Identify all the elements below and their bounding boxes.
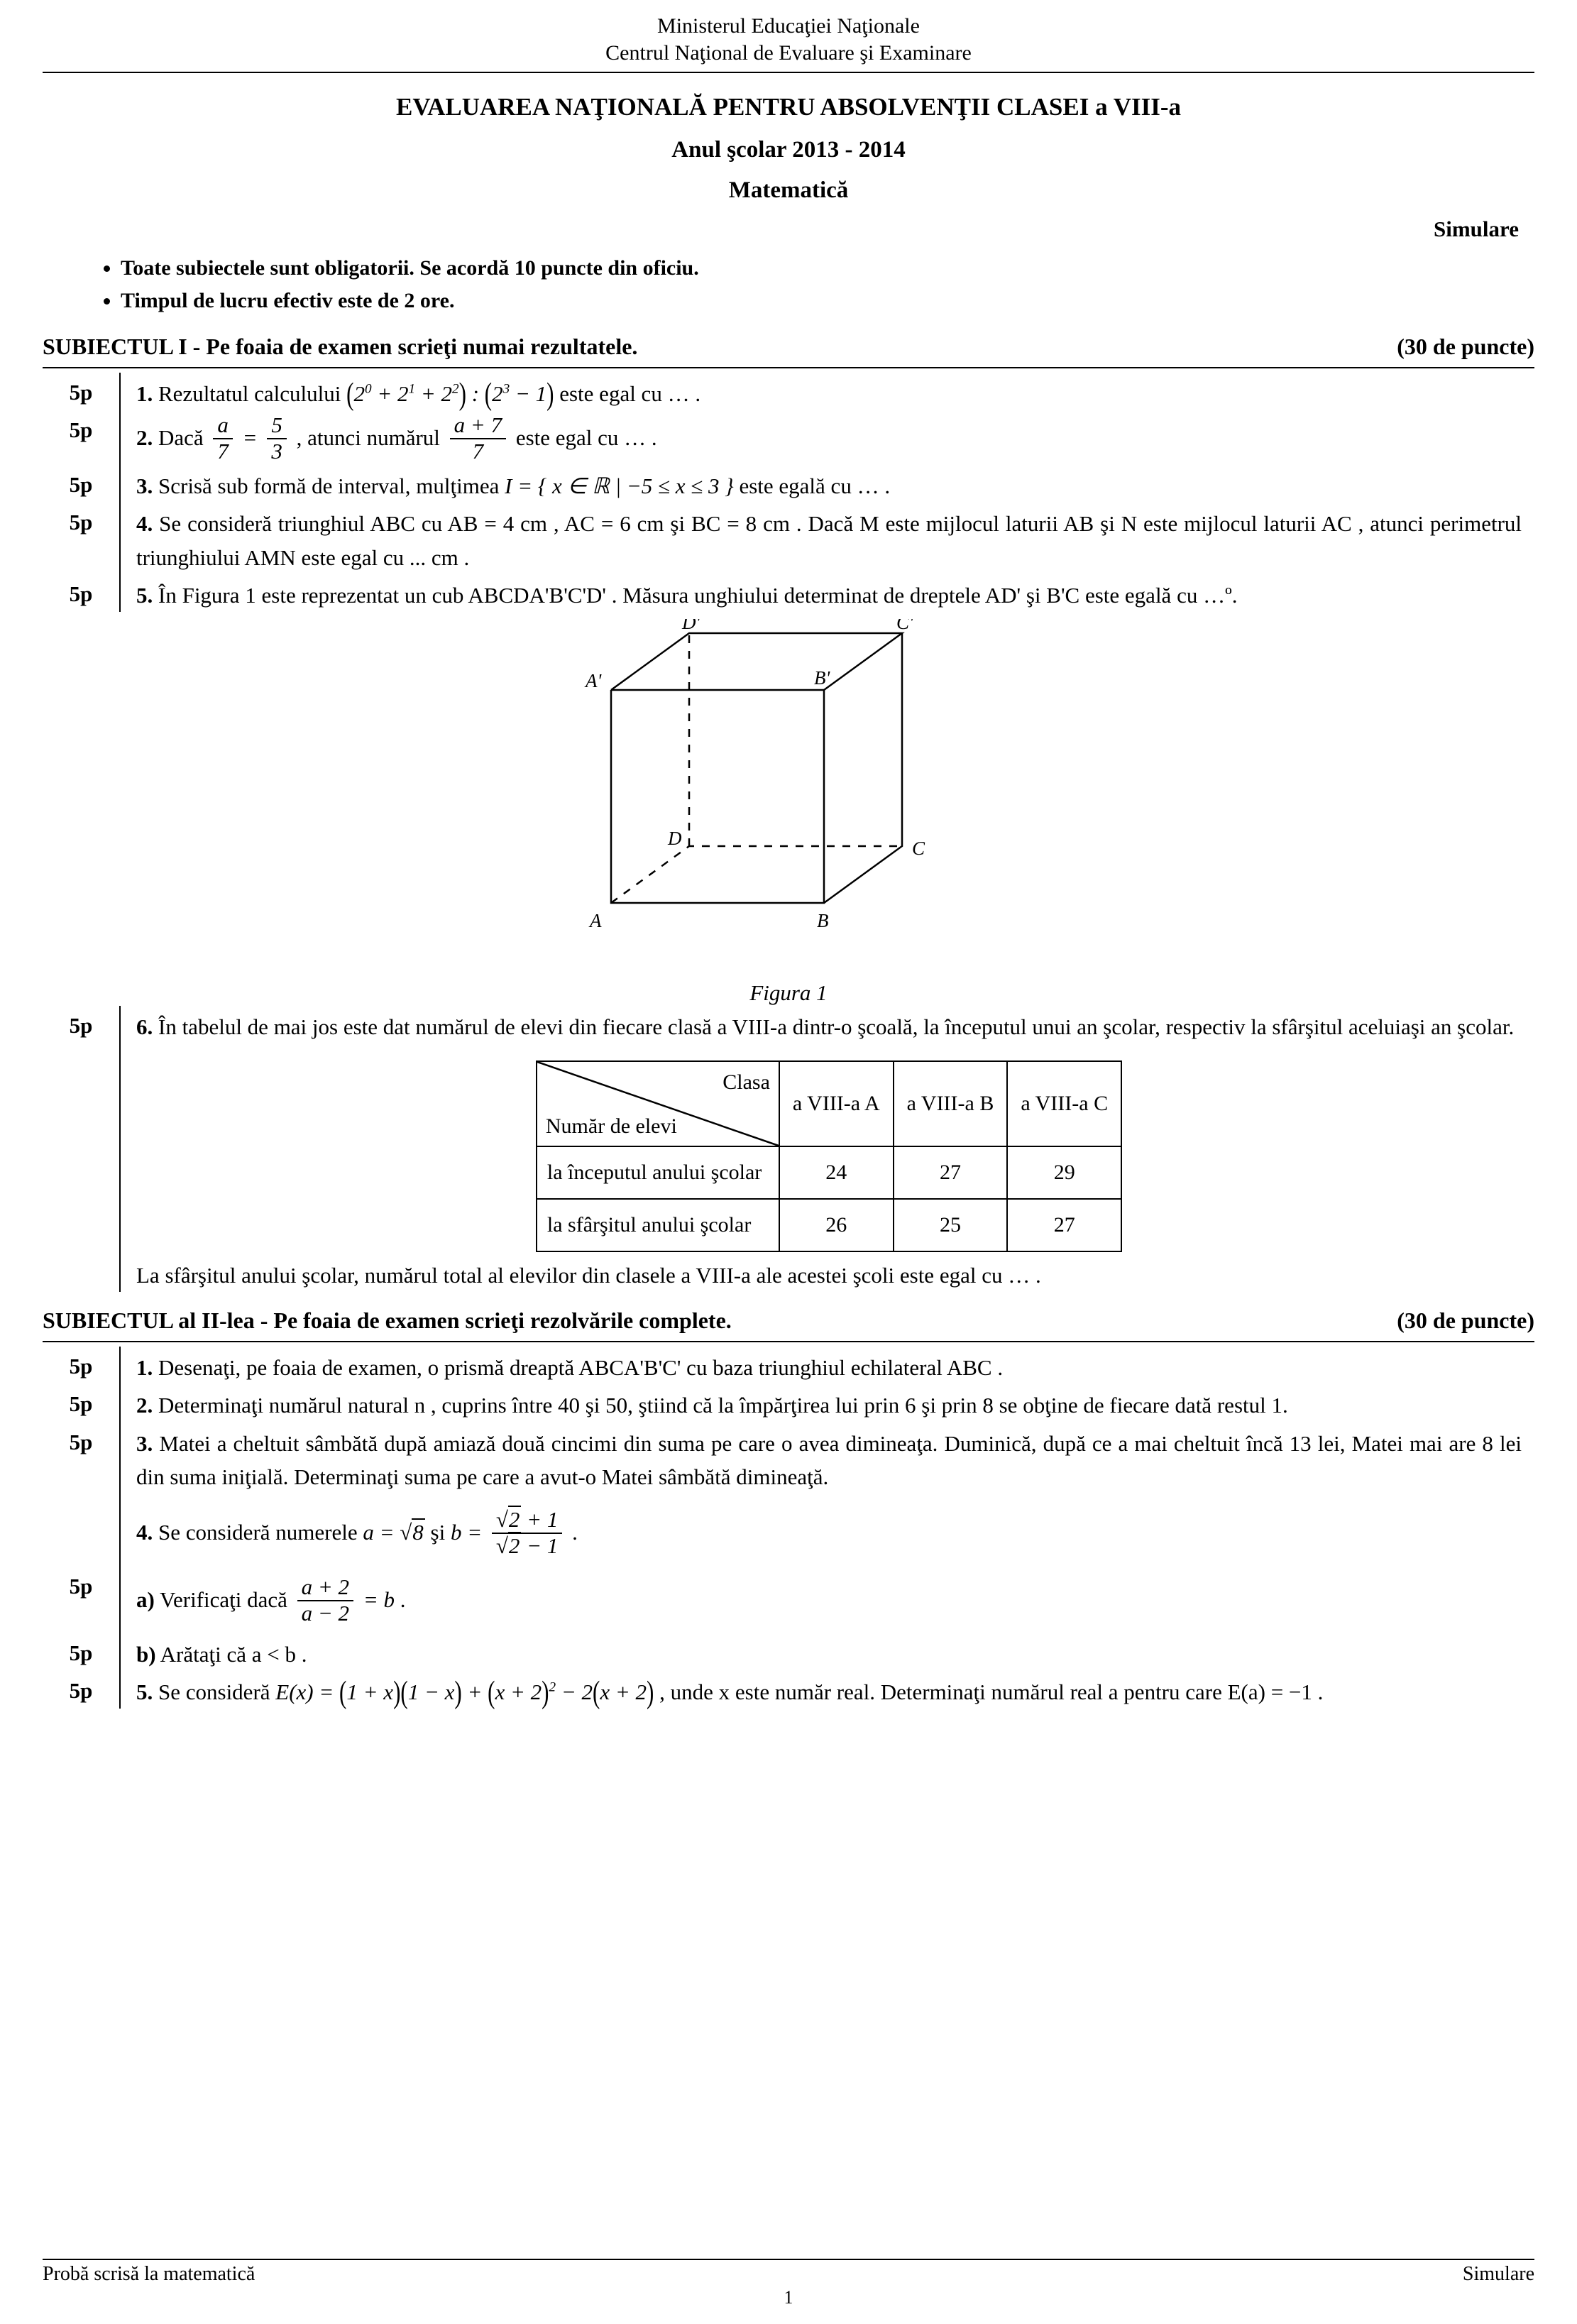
table-cell: 29 (1007, 1146, 1121, 1199)
problem-text (136, 1671, 1534, 1709)
instruction-item: • Timpul de lucru efectiv este de 2 ore. (121, 285, 1534, 318)
ministry-line-1: Ministerul Educaţiei Naţionale (657, 14, 920, 38)
problem-number: 3. (136, 473, 153, 499)
problem-number: 5. (136, 582, 153, 608)
subject-1-points: (30 de puncte) (1397, 333, 1534, 359)
problem-text-after: . (400, 1587, 406, 1613)
vertical-rule (119, 410, 121, 465)
vertex-label-C-prime: C' (896, 618, 913, 633)
points-label: 5p (69, 1391, 93, 1417)
problem-row (43, 503, 1534, 574)
problem-body: Desenaţi, pe foaia de examen, o prismă dreaptă ABCA'B'C' cu baza triunghiul echilateral ABC . (158, 1355, 1004, 1381)
problem-text-after: este egală cu … . (739, 473, 891, 499)
problem-number: 3. (136, 1430, 153, 1456)
problem-number: 1. (136, 380, 153, 406)
problem-text: 4. Se consideră numerele a = √8 şi b = $\frac{√2 + 1}{√2 - 1}$ . (136, 1506, 578, 1558)
page-footer (43, 2259, 1534, 2308)
problem-text-before: Scrisă sub formă de interval, mulţimea (158, 473, 500, 499)
problem-number: b) (136, 1641, 156, 1667)
subject-2-heading (43, 1308, 1534, 1334)
problem-text-before: Se consideră numerele (158, 1519, 358, 1545)
math-b-definition: b = $\frac{√2 + 1}{√2 - 1}$ (451, 1520, 572, 1545)
subject-2-items (43, 1347, 1534, 1709)
subject-2-points: (30 de puncte) (1397, 1308, 1534, 1334)
vertical-rule (119, 465, 121, 503)
vertical-rule (119, 373, 121, 410)
vertex-label-A-prime: A' (586, 669, 602, 691)
set-expression: I = { x ∈ ℝ | −5 ≤ x ≤ 3 } (505, 473, 734, 499)
subject-1-divider (43, 367, 1534, 368)
problem-text-after: . (572, 1519, 578, 1545)
school-year: Anul şcolar 2013 - 2014 (671, 136, 906, 163)
header-divider (43, 72, 1534, 73)
points-label (43, 1493, 119, 1501)
subject-2-title: SUBIECTUL al II-lea - Pe foaia de examen scrieţi rezolvările complete. (43, 1308, 732, 1334)
points-label: 5p (69, 510, 93, 535)
page-number: 1 (784, 2287, 793, 2308)
problem-text-before: Dacă (158, 424, 204, 450)
table-cell: 25 (894, 1199, 1008, 1251)
subject-1-title: SUBIECTUL I - Pe foaia de examen scrieţi numai rezultatele. (43, 333, 638, 359)
points-label: 5p (69, 379, 93, 405)
vertical-rule (119, 1384, 121, 1422)
vertical-rule (119, 1567, 121, 1633)
table-column-header: a VIII-a C (1007, 1061, 1121, 1146)
problem-row (43, 1384, 1534, 1422)
vertical-rule (119, 1347, 121, 1384)
students-table-wrapper (136, 1060, 1522, 1252)
vertical-rule (119, 1671, 121, 1709)
footer-divider (43, 2259, 1534, 2260)
problem-body: În Figura 1 este reprezentat un cub ABCDA'B'C'D' . Măsura unghiului determinat de dreptele AD' şi B'C este egală cu …º. (158, 582, 1238, 608)
problem-number: 4. (136, 1519, 153, 1545)
problem-text-before: Se consideră (158, 1679, 270, 1704)
subject-1-heading (43, 334, 1534, 360)
problem-text-mid: , atunci numărul (296, 424, 440, 450)
problem-text (136, 1633, 1534, 1671)
simulare-label: Simulare (1434, 216, 1519, 241)
table-column-header: a VIII-a B (894, 1061, 1008, 1146)
vertex-label-A: A (590, 909, 602, 931)
problem-row (43, 1671, 1534, 1709)
problem-body: Arătaţi că a < b . (160, 1641, 307, 1667)
vertex-label-C: C (912, 837, 925, 859)
problem-row (43, 574, 1534, 612)
points-label: 5p (69, 417, 93, 442)
problem-number: a) (136, 1587, 155, 1613)
table-row (537, 1199, 1121, 1251)
problem-row (43, 465, 1534, 503)
instructions-list (43, 252, 1534, 318)
problem-text-after: , unde x este număr real. Determinaţi numărul real a pentru care E(a) = −1 . (659, 1679, 1324, 1704)
problem-text-after: este egal cu … . (559, 380, 701, 406)
points-label: 5p (69, 1354, 93, 1379)
problem-number: 6. (136, 1014, 153, 1039)
points-label: 5p (69, 1640, 93, 1665)
vertex-label-B-prime: B' (814, 667, 830, 689)
problem-text (136, 373, 1534, 410)
math-a-equals-sqrt8: a = √8 (363, 1519, 424, 1545)
problem-number: 1. (136, 1355, 153, 1381)
table-corner-cell (537, 1061, 779, 1146)
vertical-rule (119, 574, 121, 612)
problem-text (136, 1006, 1534, 1293)
vertex-label-B: B (817, 909, 829, 931)
problem-row (43, 1633, 1534, 1671)
problem-body: Se consideră triunghiul ABC cu AB = 4 cm , AC = 6 cm şi BC = 8 cm . Dacă M este mijlocul laturii AB şi N este mijlocul laturii AC , atunci perimetrul triunghiului AMN este egal cu ... cm . (136, 511, 1522, 570)
table-corner-count-label: Număr de elevi (545, 1114, 677, 1139)
math-E-definition: $E(x) = (1 + x)(1 - x) + (x + 2)^2 - 2(x + 2)$ (275, 1673, 654, 1710)
problem-text: 2. Dacă $\frac{a}{7}$ = $\frac{5}{3}$ , atunci numărul $\frac{a + 7}{7}$ este egal cu … . (136, 412, 657, 464)
problem-body: Determinaţi numărul natural n , cuprins între 40 şi 50, ştiind că la împărţirea lui prin 6 şi prin 8 se obţine de fiecare dată restul 1. (158, 1393, 1288, 1418)
problem-row (43, 410, 1534, 465)
points-label: 5p (69, 1429, 93, 1454)
vertical-rule (119, 1493, 121, 1567)
problem-row (43, 1567, 1534, 1633)
problem-body: În tabelul de mai jos este dat numărul de elevi din fiecare clasă a VIII-a dintr-o şcoală, la începutul unui an şcolar, respectiv la sfârşitul aceluiaşi an şcolar. (158, 1014, 1515, 1039)
problem-row (43, 1423, 1534, 1493)
fraction-5-over-3: $\frac{5}{3}$ (267, 413, 287, 464)
vertical-rule (119, 503, 121, 574)
cube-figure (43, 619, 1534, 1006)
problem-text (136, 1347, 1534, 1384)
exam-title: EVALUAREA NAŢIONALĂ PENTRU ABSOLVENŢII CLASEI a VIII-a (395, 92, 1182, 121)
table-cell: 27 (1007, 1199, 1121, 1251)
ministry-header (43, 13, 1534, 67)
problem-text-before: Rezultatul calculului (158, 380, 341, 406)
footer-left-text: Probă scrisă la matematică (43, 2263, 255, 2285)
cube-diagram (568, 619, 1009, 974)
footer-right-text: Simulare (1462, 2263, 1534, 2285)
problem-row (43, 1347, 1534, 1384)
subject-1-items (43, 373, 1534, 612)
problem-text (136, 574, 1534, 612)
problem-text-before: Verificaţi dacă (160, 1587, 287, 1613)
table-cell: 26 (779, 1199, 894, 1251)
points-label: 5p (69, 1574, 93, 1599)
vertex-label-D: D (668, 827, 682, 849)
problem-text (136, 1567, 1534, 1633)
problem-text (136, 465, 1534, 503)
table-row-label: la începutul anului şcolar (537, 1146, 779, 1199)
instruction-item: • Toate subiectele sunt obligatorii. Se acordă 10 puncte din oficiu. (121, 252, 1534, 285)
problem-row (43, 1006, 1534, 1293)
problem-number: 5. (136, 1679, 153, 1704)
problem-row (43, 373, 1534, 410)
table-corner-class-label: Clasa (722, 1070, 770, 1094)
vertical-rule (119, 1423, 121, 1493)
problem-number: 2. (136, 1393, 153, 1418)
ministry-line-2: Centrul Naţional de Evaluare şi Examinare (605, 41, 972, 65)
table-column-header: a VIII-a A (779, 1061, 894, 1146)
problem-6-closing: La sfârşitul anului şcolar, numărul total al elevilor din clasele a VIII-a ale acestei şcoli este egal cu … . (136, 1262, 1041, 1288)
table-header-row (537, 1061, 1121, 1146)
table-cell: 27 (894, 1146, 1008, 1199)
math-fraction-equation: $\frac{a + 2}{a - 2}$ = b (293, 1587, 400, 1612)
figure-caption: Figura 1 (749, 980, 828, 1005)
subject-2-divider (43, 1341, 1534, 1342)
points-label: 5p (69, 581, 93, 606)
problem-number: 4. (136, 511, 153, 537)
points-label: 5p (69, 1012, 93, 1038)
subject-name: Matematică (728, 177, 849, 203)
problem-row (43, 1493, 1534, 1567)
fraction-a-over-7: $\frac{a}{7}$ (213, 413, 233, 464)
table-row-label: la sfârşitul anului şcolar (537, 1199, 779, 1251)
table-row (537, 1146, 1121, 1199)
points-label: 5p (69, 1677, 93, 1703)
problem-text-after: este egal cu … . (515, 424, 657, 450)
problem-number: 2. (136, 424, 153, 450)
problem-text (136, 1384, 1534, 1422)
points-label: 5p (69, 472, 93, 498)
vertical-rule (119, 1006, 121, 1293)
problem-body: Matei a cheltuit sâmbătă după amiază două cincimi din suma pe care o avea dimineaţa. Duminică, după ce a mai cheltuit încă 13 lei, Matei mai are 8 lei din suma iniţială. Determinaţi suma pe care a avut-o Matei sâmbătă dimineaţă. (136, 1430, 1522, 1489)
problem-text (136, 503, 1534, 574)
students-table (536, 1060, 1122, 1252)
math-expression: $(2^0 + 2^1 + 2^2)$ : $(2^3 - 1)$ (346, 375, 554, 412)
fraction-a-plus-7-over-7: $\frac{a + 7}{7}$ (450, 413, 506, 464)
vertical-rule (119, 1633, 121, 1671)
problem-text (136, 1423, 1534, 1493)
vertex-label-D-prime: D' (682, 618, 700, 633)
table-cell: 24 (779, 1146, 894, 1199)
